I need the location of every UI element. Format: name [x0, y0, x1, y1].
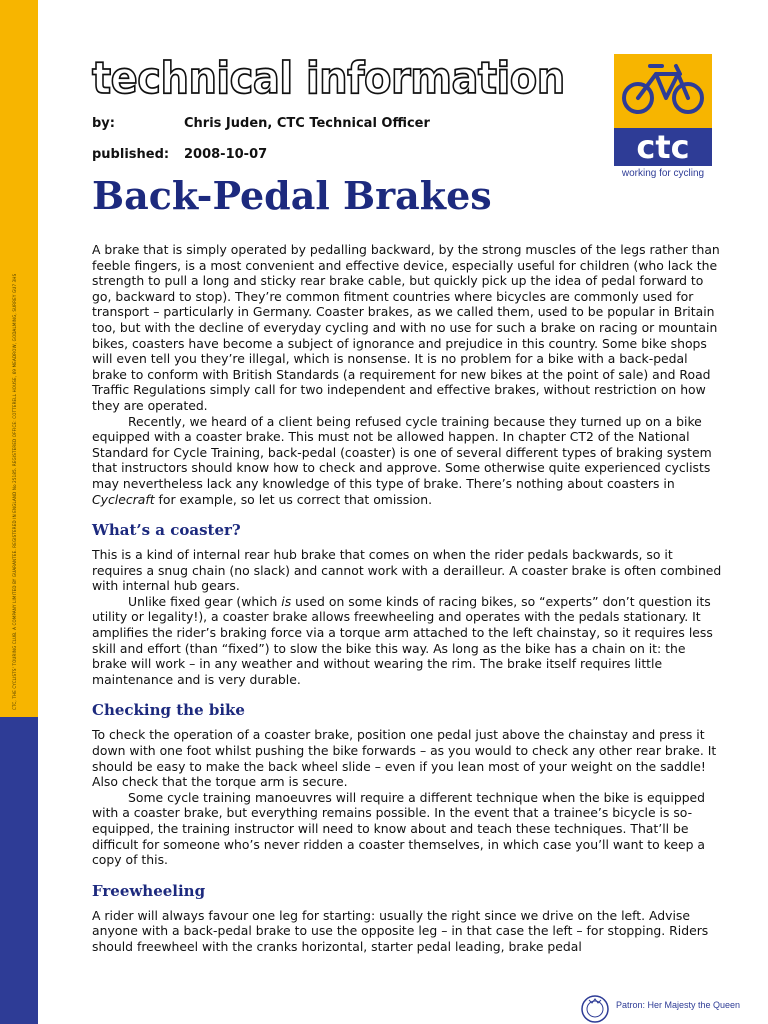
intro-paragraph-2: Recently, we heard of a client being refused cycle training because they turned up on a bike equipped with a coaster brake. This must not be allowed happen. In chapter CT2 of the National Standard for Cycle Training, back-pedal (coaster) is one of several different types of braking system that instructors should know how to check and approve. Some otherwise quite experienced cyclists may nevertheless lack any knowledge of this type of brake. There’s nothing about coasters in Cyclecraft for example, so let us correct that omission.	[92, 413, 712, 507]
cyclecraft-title: Cyclecraft	[92, 491, 155, 507]
section-heading-coaster: What’s a coaster?	[92, 521, 241, 540]
technical-information-heading: technical information	[92, 54, 565, 104]
coaster-paragraph-1: This is a kind of internal rear hub brake that comes on when the rider pedals backwards, so it requires a snug chain (no slack) and cannot work with a derailleur. A coaster brake is often combined with internal hub gears.	[92, 547, 722, 594]
by-label: by:	[92, 116, 115, 131]
coaster-paragraph-2: Unlike fixed gear (which is used on some kinds of racing bikes, so “experts” don’t question its utility or legality!), a coaster brake allows freewheeling and operates with the pedals stationary. It amplifies the rider’s braking force via a torque arm attached to the left chainstay, so it requires less skill and effort (than “fixed”) to slow the bike this way. As long as the bike has a chain on it: the brake will work – in any weather and without wearing the rim. The brake itself requires little maintenance and is very durable.	[92, 593, 713, 687]
author-row	[92, 116, 430, 131]
section-heading-checking: Checking the bike	[92, 701, 245, 720]
published-label: published:	[92, 147, 170, 162]
royal-crest-icon	[580, 994, 610, 1024]
sidebar-blue-band	[0, 717, 38, 1024]
logo-tagline: working for cycling	[621, 168, 705, 179]
published-value: 2008-10-07	[184, 147, 268, 162]
checking-paragraph-1: To check the operation of a coaster brake, position one pedal just above the chainstay and press it down with one foot whilst pushing the bike forwards – as you would to check any other rear brake. It should be easy to make the back wheel slide – even if you lean most of your weight on the saddle! Also check that the torque arm is secure.	[92, 727, 717, 790]
freewheeling-paragraph-1: A rider will always favour one leg for starting: usually the right since we drive on the left. Advise anyone with a back-pedal brake to use the opposite leg – in that case the left – for stopping. Riders should freewheel with the cranks horizontal, starter pedal leading, brake pedal	[92, 907, 709, 954]
checking-paragraph-2: Some cycle training manoeuvres will require a different technique when the bike is equipped with a coaster brake, but everything remains possible. In the event that a trainee’s bicycle is so-equipped, the training instructor will need to know about and teach these techniques. That’ll be difficult for someone who’s never ridden a coaster themselves, in which case you’ll want to keep a copy of this.	[92, 789, 706, 868]
document-title: Back-Pedal Brakes	[92, 173, 492, 218]
intro-paragraph-1: A brake that is simply operated by pedalling backward, by the strong muscles of the legs rather than feeble fingers, is a most convenient and effective device, especially useful for children (who lack the strength to pull a long and sticky rear brake cable, but quickly pick up the idea of pedal forward to go, backward to stop). They’re common fitment countries where bicycles are commonly used for transport – particularly in Germany. Coaster brakes, as we called them, used to be popular in Britain too, but with the decline of everyday cycling and with no use for such a brake on racing or mountain bikes, coasters have become a subject of ignorance and prejudice in this country. Some bike shops will even tell you they’re illegal, which is nonsense. It is no problem for a bike with a back-pedal brake to conform with British Standards (a requirement for new bikes at the point of sale) and Road Traffic Regulations simply call for two independent and effective brakes, without restriction on how they are operated.	[92, 242, 720, 413]
sidebar-legal-text: CTC, THE CYCLISTS' TOURING CLUB. A COMPANY LIMITED BY GUARANTEE. REGISTERED IN ENGLAND No 25185. REGISTERED OFFICE: COTTERELL HOUSE, 69 MEADROW, GODALMING, SURREY GU7 3HS	[12, 273, 17, 710]
published-row	[92, 147, 268, 162]
article-body	[92, 242, 722, 955]
is-emphasis: is	[281, 593, 292, 609]
ctc-logo-text: ctc	[636, 128, 690, 166]
section-heading-freewheeling: Freewheeling	[92, 881, 206, 900]
patron-text: Patron: Her Majesty the Queen	[616, 1000, 741, 1010]
author-value: Chris Juden, CTC Technical Officer	[184, 116, 430, 131]
patron-footer	[578, 992, 768, 1024]
ctc-logo	[614, 54, 712, 166]
